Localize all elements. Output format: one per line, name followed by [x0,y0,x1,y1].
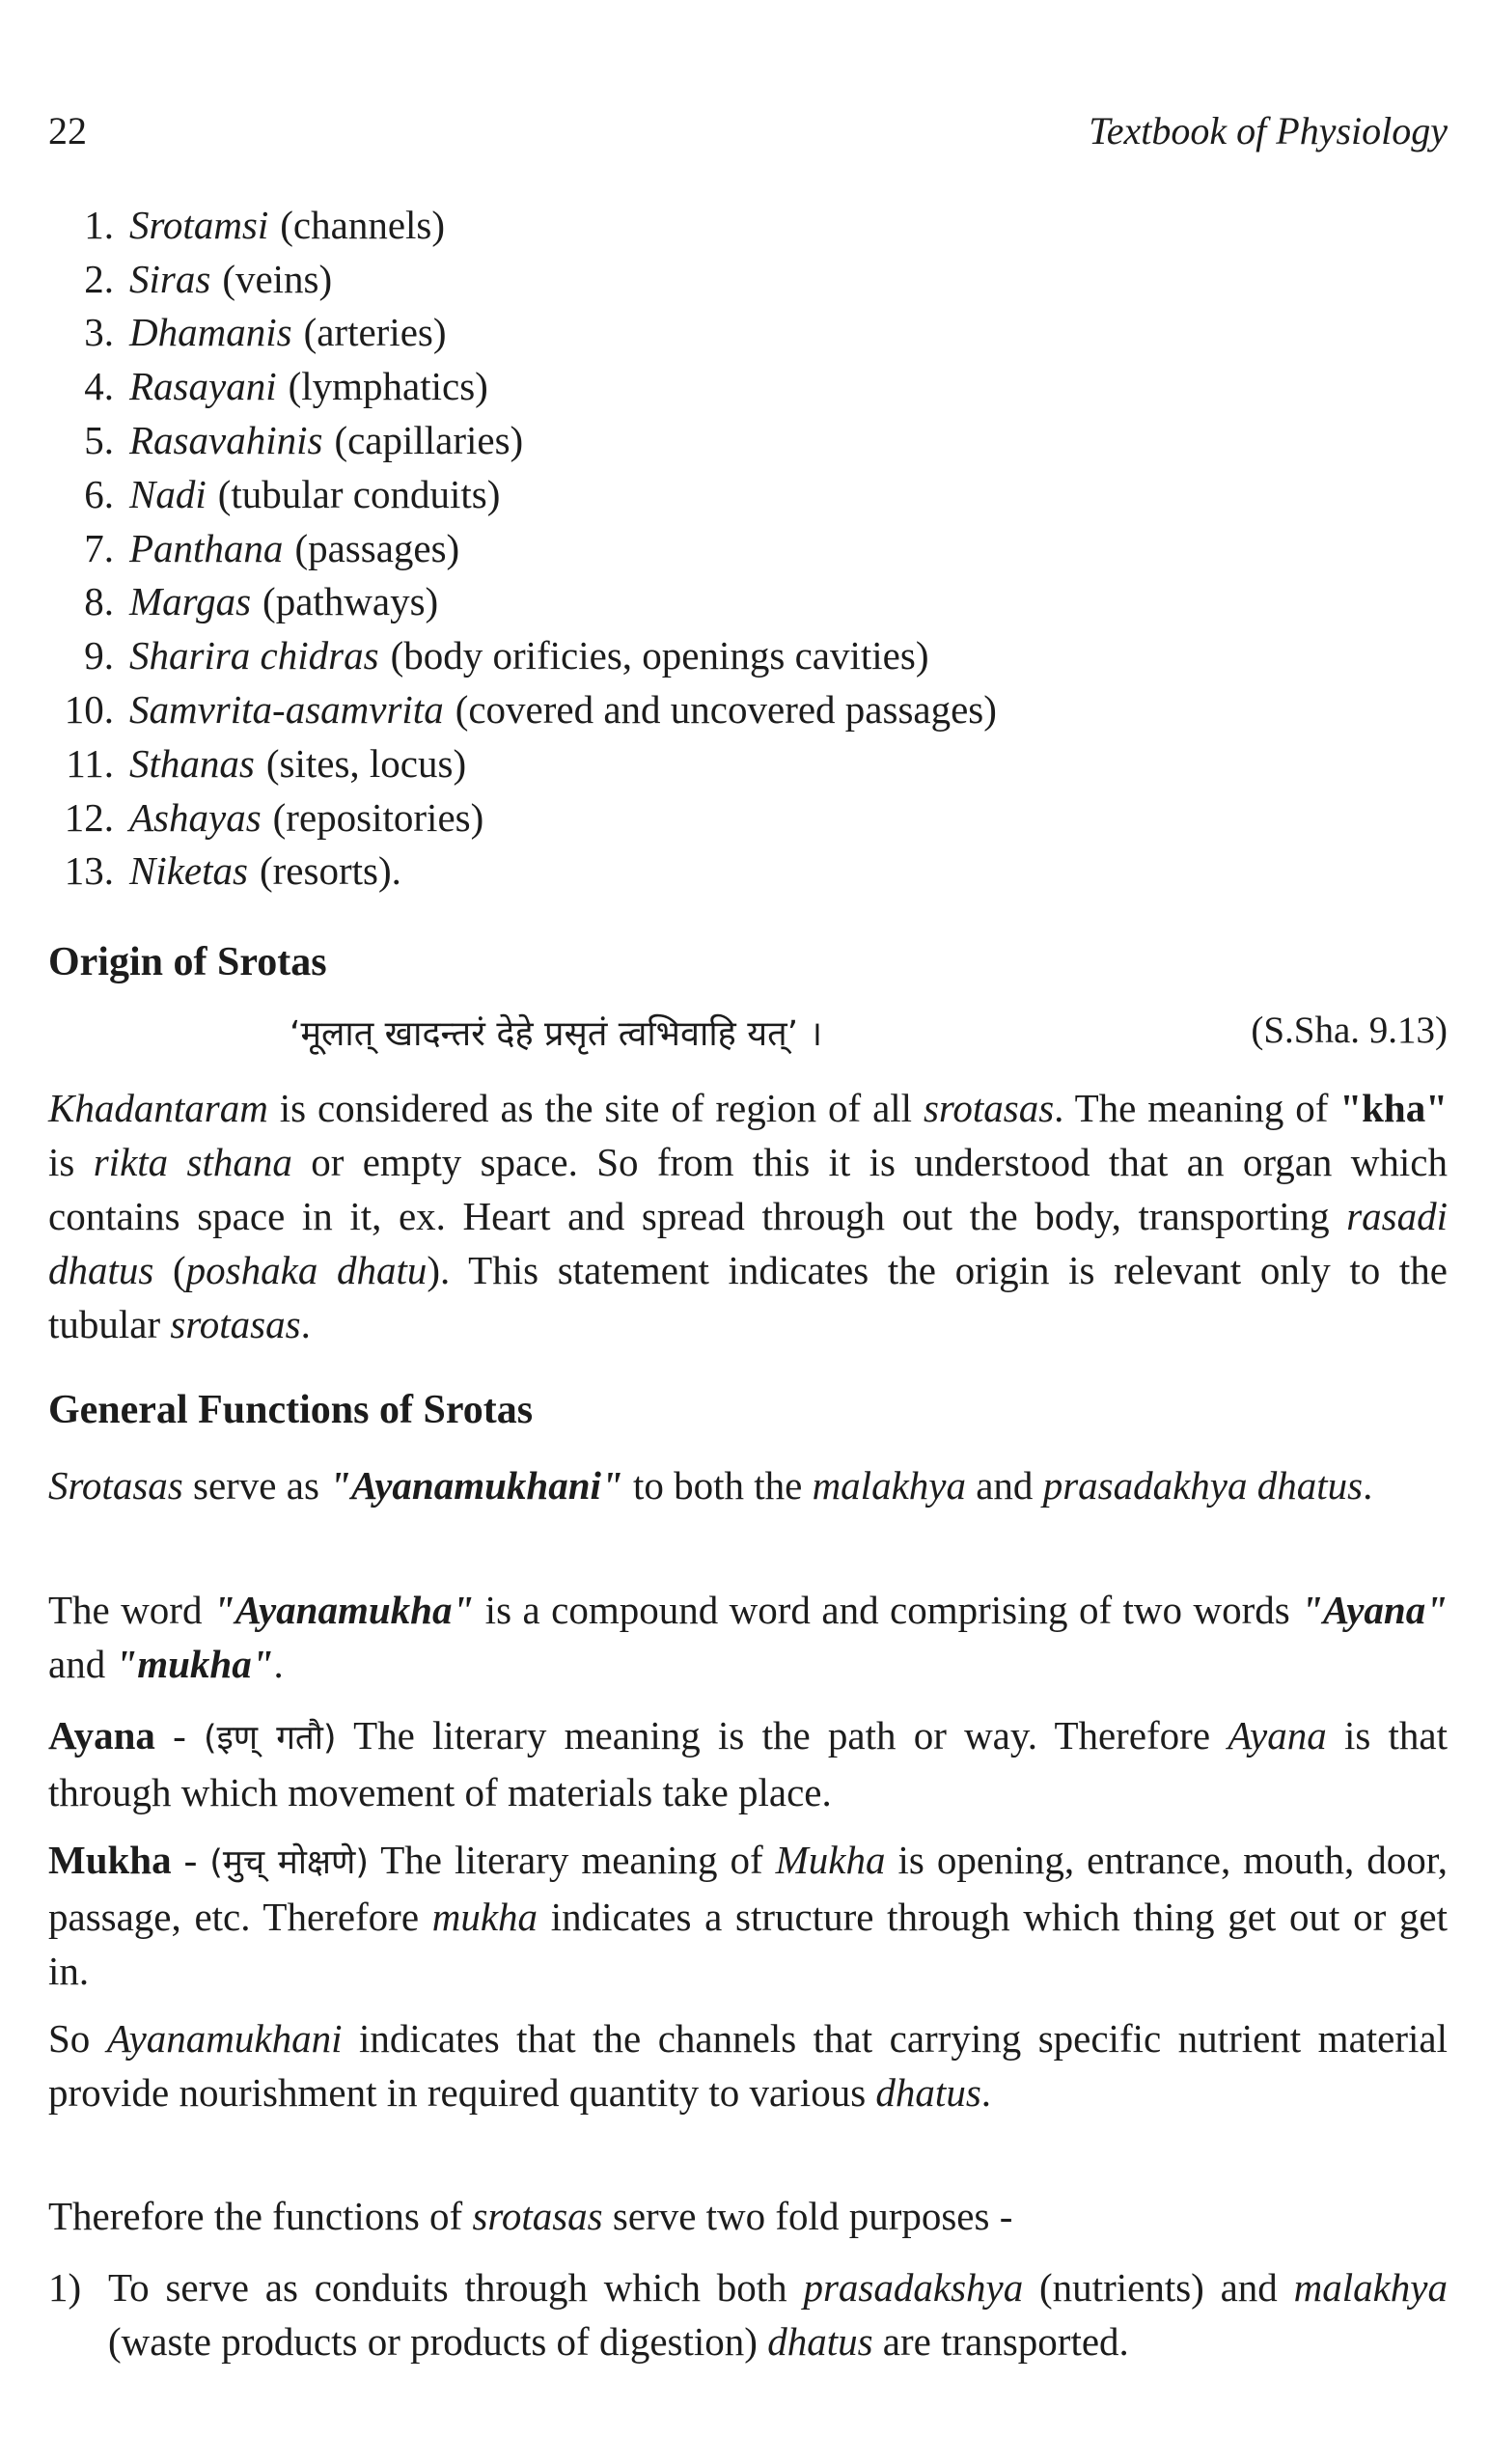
list-item-term: Srotamsi [129,202,269,247]
list-item-number: 12. [64,794,114,840]
list-item-number: 5. [84,418,114,463]
list-item-number: 11. [66,740,114,786]
list-item-term: Rasayani [129,364,277,409]
list-item-term: Samvrita-asamvrita [129,687,444,733]
list-item-gloss: (veins) [222,256,333,301]
list-item-term: Margas [129,579,252,624]
list-item [48,467,1448,521]
page-number: 22 [48,109,87,152]
list-item-gloss: (repositories) [272,794,484,840]
list-item-number: 13. [64,848,114,894]
list-item [48,682,1448,736]
list-item [48,790,1448,844]
paragraph-ayanamukhani: Srotasas serve as "Ayanamukhani" to both the malakhya and prasadakhya dhatus. [48,1463,1373,1508]
list-item [48,359,1448,413]
list-item-gloss: (pathways) [262,579,439,624]
list-item-number: 1. [84,202,114,247]
list-item [48,628,1448,682]
list-item [48,575,1448,629]
list-item-term: Nadi [129,471,207,516]
list-item-number: 7. [84,525,114,570]
list-item-number: 10. [64,687,114,733]
list-item-gloss: (passages) [294,525,460,570]
list-item-number: 4. [84,364,114,409]
list-item [48,413,1448,467]
list-item-term: Dhamanis [129,310,292,355]
list-item-term: Ashayas [129,794,262,840]
list-item-number: 6. [84,471,114,516]
paragraph-mukha: Mukha - (मुच् मोक्षणे) The literary meaning of Mukha is opening, entrance, mouth, door, passage, etc. Therefore mukha indicates a structure through which thing get out or get in. [48,1838,1449,1993]
list-item [48,252,1448,306]
list-item-gloss: (tubular conduits) [217,471,501,516]
heading-origin-of-srotas: Origin of Srotas [48,940,327,984]
list-item-term: Siras [129,256,211,301]
paragraph-nourishment: So Ayanamukhani indicates that the channels that carrying specific nutrient material provide nourishment in required quantity to various dhatus. [48,2016,1448,2115]
heading-general-functions: General Functions of Srotas [48,1388,534,1432]
paragraph-two-fold: Therefore the functions of srotasas serve two fold purposes - [48,2194,1013,2238]
list-item-gloss: (covered and uncovered passages) [455,687,997,733]
sanskrit-verse: ‘मूलात् खादन्तरं देहे प्रसृतं त्वभिवाहि यत्’ । [290,1014,823,1054]
list-item-term: Rasavahinis [129,418,323,463]
page-header [48,108,1448,166]
list-item-term: Panthana [129,525,284,570]
list-item [48,736,1448,790]
list-item [48,844,1448,899]
paragraph-origin: Khadantaram is considered as the site of region of all srotasas. The meaning of "kha" is rikta sthana or empty space. So from this it is understood that an organ which contains space in it, ex. Heart and spread through out the body, transporting rasadi dhatus (poshaka dhatu). This statement indicates the origin is relevant only to the tubular srotasas. [48,1086,1449,1346]
list-item-gloss: (lymphatics) [288,364,488,409]
list-item-gloss: (capillaries) [334,418,524,463]
list-item-gloss: (sites, locus) [265,740,467,786]
list-item-gloss: (body orificies, openings cavities) [390,633,929,678]
sanskrit-verse-line [48,1009,1448,1066]
list-item [48,521,1448,575]
book-page [48,0,1448,2464]
list-item-term: Niketas [129,848,248,894]
paragraph-compound-word: The word "Ayanamukha" is a compound word and comprising of two words "Ayana" and "mukha". [48,1588,1448,1686]
list-item-gloss: (channels) [280,202,446,247]
list-item-number: 3. [84,310,114,355]
running-title: Textbook of Physiology [1089,109,1448,152]
verse-reference: (S.Sha. 9.13) [1251,1010,1448,1051]
list-item-number: 9. [84,633,114,678]
list-item [48,198,1448,252]
list-item-number: 8. [84,579,114,624]
list-item [48,306,1448,360]
list-item-term: Sharira chidras [129,633,379,678]
list-item-gloss: (resorts). [259,848,401,894]
paragraph-ayana: Ayana - (इण् गतौ) The literary meaning is the path or way. Therefore Ayana is that through which movement of materials take place. [48,1713,1449,1814]
list-item-gloss: (arteries) [303,310,447,355]
list-item-number: 2. [84,256,114,301]
srotas-synonym-list [48,198,1448,898]
numbered-point-1: 1) To serve as conduits through which both prasadakshya (nutrients) and malakhya (waste products or products of digestion) dhatus are transported. [48,2265,1449,2364]
list-item-term: Sthanas [129,740,255,786]
